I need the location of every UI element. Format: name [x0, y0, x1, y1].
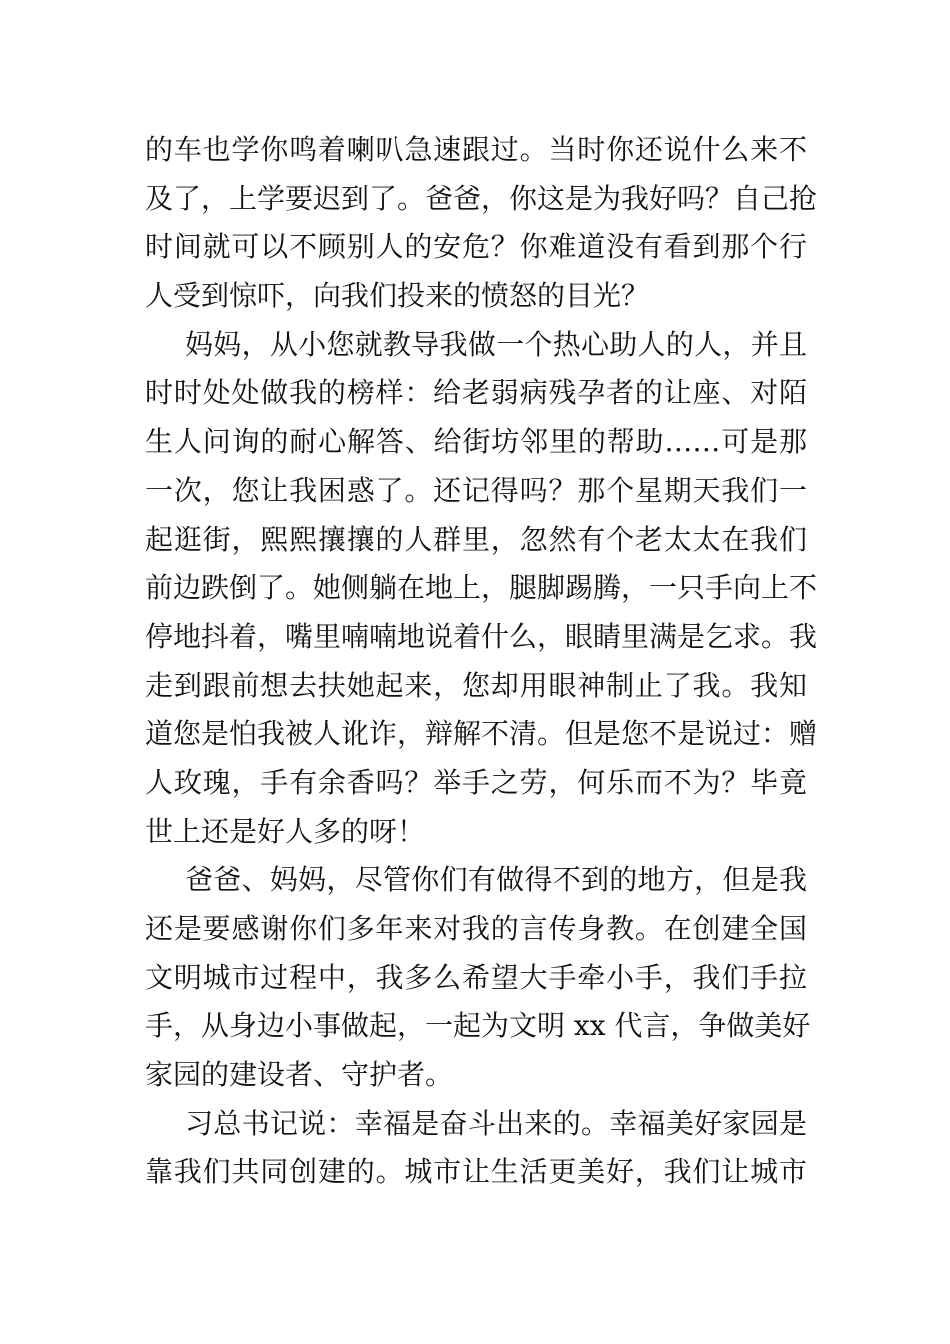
text-line: 爸爸、妈妈，尽管你们有做得不到的地方，但是我	[185, 863, 807, 897]
text-line: 妈妈，从小您就教导我做一个热心助人的人，并且	[185, 327, 807, 361]
text-line: 人受到惊吓，向我们投来的愤怒的目光？	[145, 279, 650, 313]
text-line: 生人问询的耐心解答、给街坊邻里的帮助……可是那	[145, 425, 807, 459]
text-line: 还是要感谢你们多年来对我的言传身教。在创建全国	[145, 912, 807, 945]
text-line: 时间就可以不顾别人的安危？你难道没有看到那个行	[145, 230, 807, 264]
text-line: 走到跟前想去扶她起来，您却用眼神制止了我。我知	[145, 668, 807, 702]
text-line: 道您是怕我被人讹诈，辩解不清。但是您不是说过：赠	[145, 717, 818, 751]
text-line: 文明城市过程中，我多么希望大手牵小手，我们手拉	[145, 960, 807, 994]
text-line: 习总书记说：幸福是奋斗出来的。幸福美好家园是	[185, 1106, 807, 1140]
text-line: 前边跌倒了。她侧躺在地上，腿脚踢腾，一只手向上不	[145, 571, 818, 605]
text-line: 人玫瑰，手有余香吗？举手之劳，何乐而不为？毕竟	[145, 765, 807, 799]
body-text	[145, 126, 818, 1197]
text-line: 的车也学你鸣着喇叭急速跟过。当时你还说什么来不	[145, 133, 807, 166]
text-line: 家园的建设者、守护者。	[145, 1058, 454, 1092]
text-line: 停地抖着，嘴里喃喃地说着什么，眼睛里满是乞求。我	[145, 619, 818, 653]
text-line: 靠我们共同创建的。城市让生活更美好，我们让城市	[145, 1155, 807, 1189]
text-line: 手，从身边小事做起，一起为文明 xx 代言，争做美好	[145, 1009, 811, 1043]
text-line: 及了，上学要迟到了。爸爸，你这是为我好吗？自己抢	[145, 181, 818, 215]
text-line: 世上还是好人多的呀！	[145, 814, 426, 848]
text-line: 起逛街，熙熙攘攘的人群里，忽然有个老太太在我们	[145, 522, 807, 556]
text-line: 时时处处做我的榜样：给老弱病残孕者的让座、对陌	[145, 376, 807, 410]
text-line: 一次，您让我困惑了。还记得吗？那个星期天我们一	[145, 473, 807, 507]
